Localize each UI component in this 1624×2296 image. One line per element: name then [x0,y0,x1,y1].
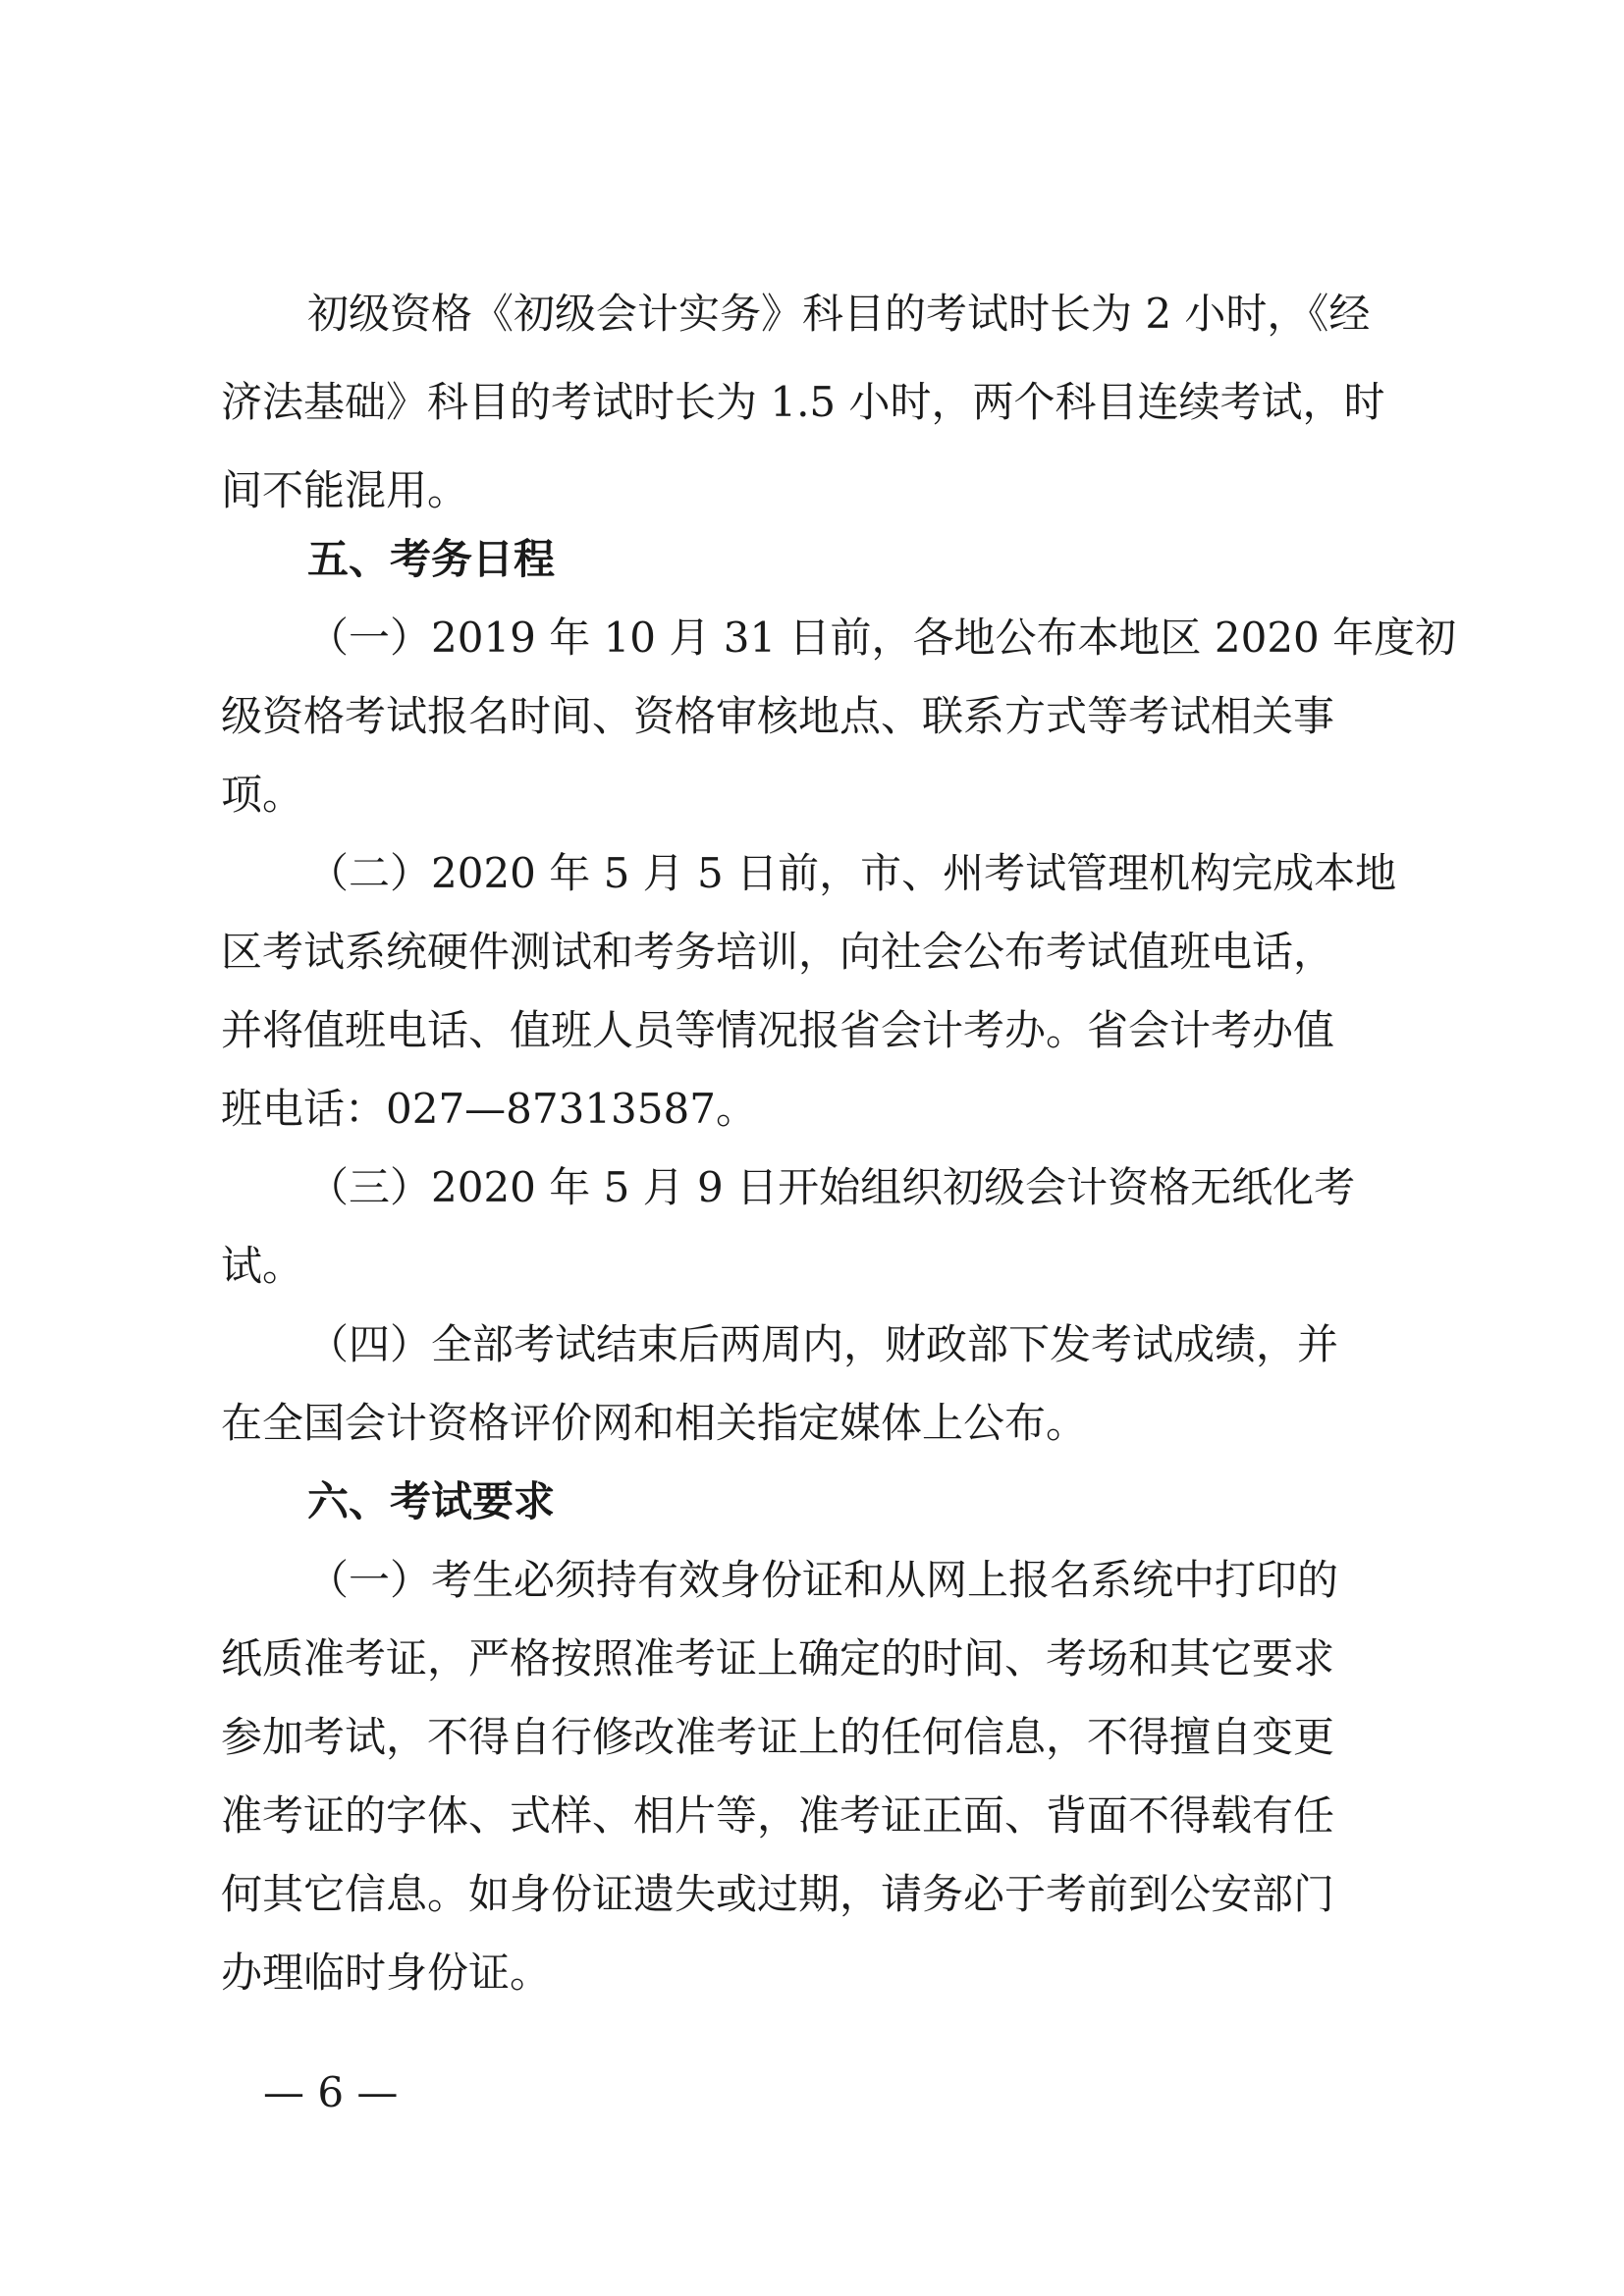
paragraph-line: 班电话：027—87313587。 [221,1085,757,1133]
paragraph-line: 项。 [221,771,304,819]
paragraph-line: （一）考生必须持有效身份证和从网上报名系统中打印的 [307,1556,1339,1604]
paragraph-line: 级资格考试报名时间、资格审核地点、联系方式等考试相关事 [221,692,1335,740]
section-heading: 五、考务日程 [307,535,556,583]
page-number: — 6 — [263,2068,399,2116]
paragraph-line: 纸质准考证，严格按照准考证上确定的时间、考场和其它要求 [221,1634,1335,1682]
paragraph-line: 初级资格《初级会计实务》科目的考试时长为 2 小时，《经 [307,290,1371,338]
paragraph-line: （四）全部考试结束后两周内，财政部下发考试成绩，并 [307,1320,1339,1368]
paragraph-line: 参加考试，不得自行修改准考证上的任何信息，不得擅自变更 [221,1713,1335,1761]
paragraph-line: （三）2020 年 5 月 9 日开始组织初级会计资格无纸化考 [307,1163,1356,1211]
paragraph-line: 准考证的字体、式样、相片等，准考证正面、背面不得载有任 [221,1791,1335,1840]
paragraph-line: 试。 [221,1242,304,1290]
paragraph-line: 何其它信息。如身份证遗失或过期，请务必于考前到公安部门 [221,1870,1335,1918]
paragraph-line: 在全国会计资格评价网和相关指定媒体上公布。 [221,1399,1088,1447]
paragraph-line: 区考试系统硬件测试和考务培训，向社会公布考试值班电话， [221,928,1335,976]
paragraph-line: 济法基础》科目的考试时长为 1.5 小时，两个科目连续考试，时 [221,378,1385,426]
paragraph-line: （一）2019 年 10 月 31 日前，各地公布本地区 2020 年度初 [307,614,1457,662]
paragraph-line: 办理临时身份证。 [221,1949,552,1997]
paragraph-line: 间不能混用。 [221,466,469,514]
section-heading: 六、考试要求 [307,1477,556,1525]
paragraph-line: （二）2020 年 5 月 5 日前，市、州考试管理机构完成本地 [307,849,1397,897]
paragraph-line: 并将值班电话、值班人员等情况报省会计考办。省会计考办值 [221,1006,1335,1054]
